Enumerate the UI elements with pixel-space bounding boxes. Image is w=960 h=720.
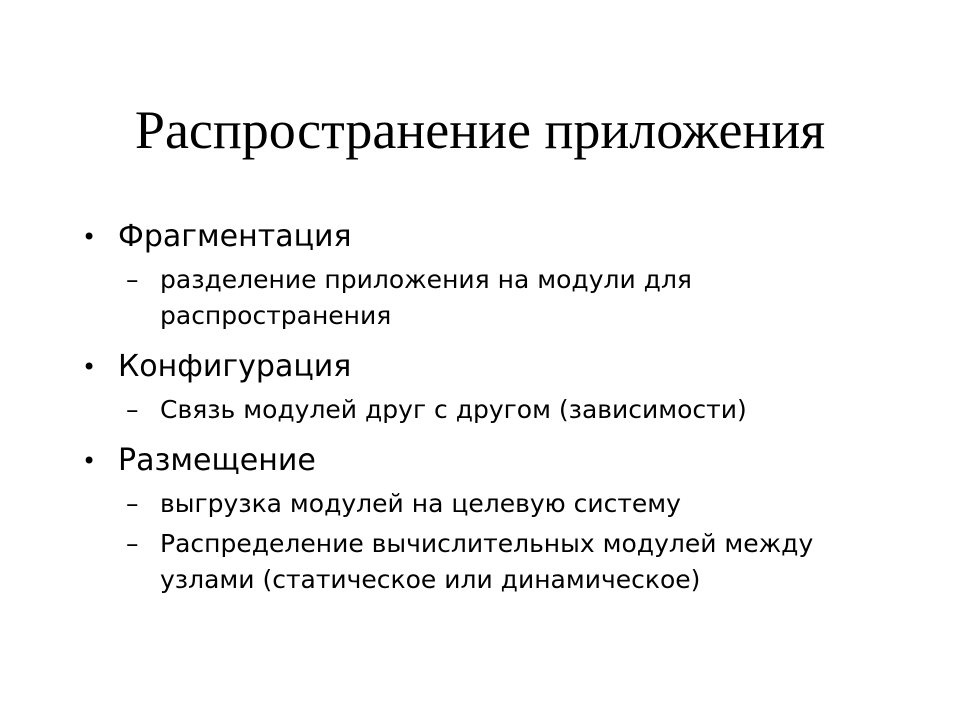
bullet-label: Конфигурация (118, 349, 352, 384)
bullet-label: Фрагментация (118, 219, 352, 254)
sub-item (0, 486, 820, 522)
bullet-item-configuration (0, 342, 960, 392)
sub-item (0, 526, 820, 598)
sub-item (0, 262, 820, 334)
sub-item-text: Распределение вычислительных модулей между узлами (статическое или динамическое) (160, 529, 814, 594)
bullet-label: Размещение (118, 443, 316, 478)
slide-title: Распространение приложения (134, 100, 826, 160)
sub-item-text: выгрузка модулей на целевую систему (160, 489, 681, 518)
bullet-item-placement (0, 436, 960, 486)
slide-body (0, 212, 960, 598)
dash-icon: – (126, 529, 139, 558)
bullet-icon: • (82, 353, 97, 381)
sub-item-text: разделение приложения на модули для распространения (160, 265, 692, 330)
dash-icon: – (126, 395, 139, 424)
bullet-icon: • (82, 223, 97, 251)
bullet-icon: • (82, 447, 97, 475)
sub-item (0, 392, 820, 428)
bullet-item-fragmentation (0, 212, 960, 262)
dash-icon: – (126, 265, 139, 294)
dash-icon: – (126, 489, 139, 518)
sub-item-text: Связь модулей друг с другом (зависимости) (160, 395, 747, 424)
